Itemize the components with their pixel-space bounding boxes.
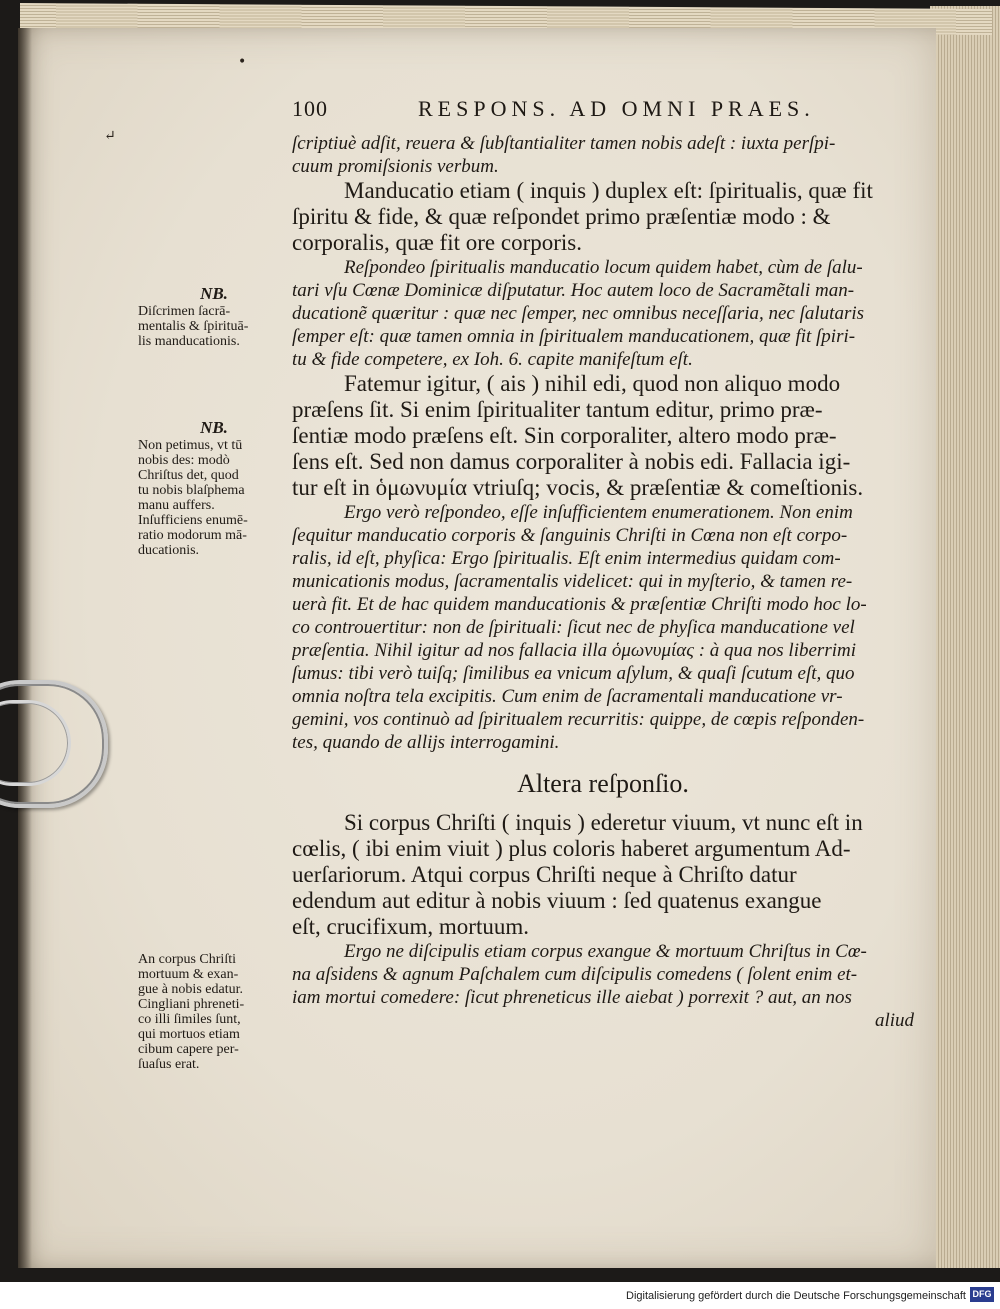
dfg-logo: DFG — [970, 1287, 994, 1302]
margin-note-line: mortuum & exan- — [138, 967, 239, 982]
text-line: aliud — [874, 1010, 914, 1031]
margin-note-1 — [138, 284, 290, 349]
text-line: ſens eſt. Sed non damus corporaliter à nobis edi. Fallacia igi- — [292, 449, 851, 474]
running-head-title: RESPONS. AD OMNI PRAES. — [418, 96, 815, 121]
text-line: ducationẽ quæritur : quæ nec ſemper, nec omnibus neceſſaria, nec ſalutaris — [292, 303, 865, 324]
margin-note-line: Chriſtus det, quod — [138, 468, 239, 483]
text-line: cœlis, ( ibi enim viuit ) plus coloris haberet argumentum Ad- — [292, 836, 851, 861]
margin-note-line: Non petimus, vt tū — [138, 438, 243, 453]
text-line: eſt, crucifixum, mortuum. — [292, 914, 529, 939]
text-line: ralis, id eſt, phyſica: Ergo ſpiritualis. Eſt enim intermedius quidam com- — [292, 548, 841, 569]
body-section-1 — [292, 132, 914, 754]
margin-note-line: qui mortuos etiam — [138, 1027, 240, 1042]
main-text-block — [292, 132, 914, 1032]
text-line: na aſsidens & agnum Paſchalem cum diſcipulis comedens ( ſolent enim et- — [292, 964, 858, 985]
margin-note-line: co illi ſimiles ſunt, — [138, 1012, 241, 1027]
text-line: municationis modus, ſacramentalis videlicet: qui in myſterio, & tamen re- — [292, 571, 853, 592]
margin-note-line: ſuaſus erat. — [138, 1057, 200, 1072]
text-line: corporalis, quæ fit ore corporis. — [292, 230, 582, 255]
text-line: cuum promiſsionis verbum. — [292, 156, 499, 177]
text-line: ſemper eſt: quæ tamen omnia in ſpiritualem manducationem, quæ fit ſpiri- — [292, 326, 856, 347]
text-line: uerà fit. Et de hac quidem manducationis & præſentiæ Chriſti modo hoc lo- — [292, 594, 867, 615]
text-line: præſentia. Nihil igitur ad nos fallacia illa ὁμωνυμίας : à qua nos liberrimi — [292, 640, 856, 661]
margin-note-2 — [138, 418, 290, 558]
margin-note-line: manu auffers. — [138, 498, 215, 513]
text-line: Ergo verò reſpondeo, eſſe inſufficientem enumerationem. Non enim — [344, 502, 853, 523]
book-gutter-shadow — [18, 28, 32, 1268]
text-line: tes, quando de allijs interrogamini. — [292, 732, 560, 753]
funding-credit: Digitalisierung gefördert durch die Deutsche Forschungsgemeinschaft — [626, 1290, 966, 1302]
margin-note-line: mentalis & ſpirituā- — [138, 319, 249, 334]
text-line: omnia noſtra tela excipitis. Cum enim de ſacramentali manducatione vr- — [292, 686, 843, 707]
margin-note-line: Inſufficiens enumē- — [138, 513, 248, 528]
ink-fleck: • — [238, 54, 247, 70]
margin-note-line: lis manducationis. — [138, 334, 240, 349]
ink-fleck: ↵ — [104, 128, 116, 144]
text-line: Ergo ne diſcipulis etiam corpus exangue & mortuum Chriſtus in Cœ- — [344, 941, 867, 962]
text-line: co controuertitur: non de ſpirituali: ſicut nec de phyſica manducatione vel — [292, 617, 855, 638]
margin-note-nb: NB. — [200, 418, 228, 437]
margin-note-line: Diſcrimen ſacrā- — [138, 304, 231, 319]
text-line: ſcriptiuè adſit, reuera & ſubſtantialiter tamen nobis adeſt : iuxta perſpi- — [292, 133, 836, 154]
margin-note-line: gue à nobis edatur. — [138, 982, 243, 997]
margin-note-line: ducationis. — [138, 543, 200, 558]
margin-note-line: An corpus Chriſti — [138, 952, 236, 967]
section-heading: Altera reſponſio. — [517, 769, 689, 798]
text-line: Fatemur igitur, ( ais ) nihil edi, quod non aliquo modo — [344, 371, 841, 396]
margin-note-line: ratio modorum mā- — [138, 528, 247, 543]
page-number: 100 — [292, 96, 328, 121]
text-line: gemini, vos continuò ad ſpiritualem recurritis: quippe, de cœpis reſponden- — [292, 709, 865, 730]
body-section-2 — [292, 810, 914, 1032]
text-line: uerſariorum. Atqui corpus Chriſti neque à Chriſto datur — [292, 862, 797, 887]
text-line: tari vſu Cœnæ Dominicæ diſputatur. Hoc autem loco de Sacramẽtali man- — [292, 280, 855, 301]
text-line: ſentiæ modo præſens eſt. Sin corporaliter, altero modo præ- — [292, 423, 837, 448]
text-line: Reſpondeo ſpiritualis manducatio locum quidem habet, cùm de ſalu- — [344, 257, 863, 278]
text-line: Manducatio etiam ( inquis ) duplex eſt: ſpiritualis, quæ fit — [344, 178, 873, 203]
margin-note-line: cibum capere per- — [138, 1042, 239, 1057]
margin-note-nb: NB. — [200, 284, 228, 303]
text-line: Si corpus Chriſti ( inquis ) ederetur viuum, vt nunc eſt in — [344, 810, 863, 835]
margin-note-line: tu nobis blaſphema — [138, 483, 245, 498]
text-line: præſens ſit. Si enim ſpiritualiter tantum editur, primo præ- — [292, 397, 823, 422]
margin-note-3 — [138, 952, 290, 1072]
book-page-edges — [930, 6, 1000, 1268]
text-line: tur eſt in ὁμωνυμία vtriuſq; vocis, & præſentiæ & comeſtionis. — [292, 475, 864, 500]
text-line: ſpiritu & fide, & quæ reſpondet primo præſentiæ modo : & — [292, 204, 831, 229]
text-line: edendum aut editur à nobis viuum : ſed quatenus exangue — [292, 888, 822, 913]
text-line: tu & fide competere, ex Ioh. 6. capite manifeſtum eſt. — [292, 349, 693, 370]
text-line: iam mortui comedere: ſicut phreneticus ille aiebat ) porrexit ? aut, an nos — [292, 987, 852, 1008]
text-line: ſumus: tibi verò tuiſq; ſimilibus ea vnicum aſylum, & quaſi ſcutum eſt, quo — [292, 663, 855, 684]
text-line: ſequitur manducatio corporis & ſanguinis Chriſti in Cœna non eſt corpo- — [292, 525, 848, 546]
margin-note-line: Cingliani phreneti- — [138, 997, 245, 1012]
margin-note-line: nobis des: modò — [138, 453, 230, 468]
